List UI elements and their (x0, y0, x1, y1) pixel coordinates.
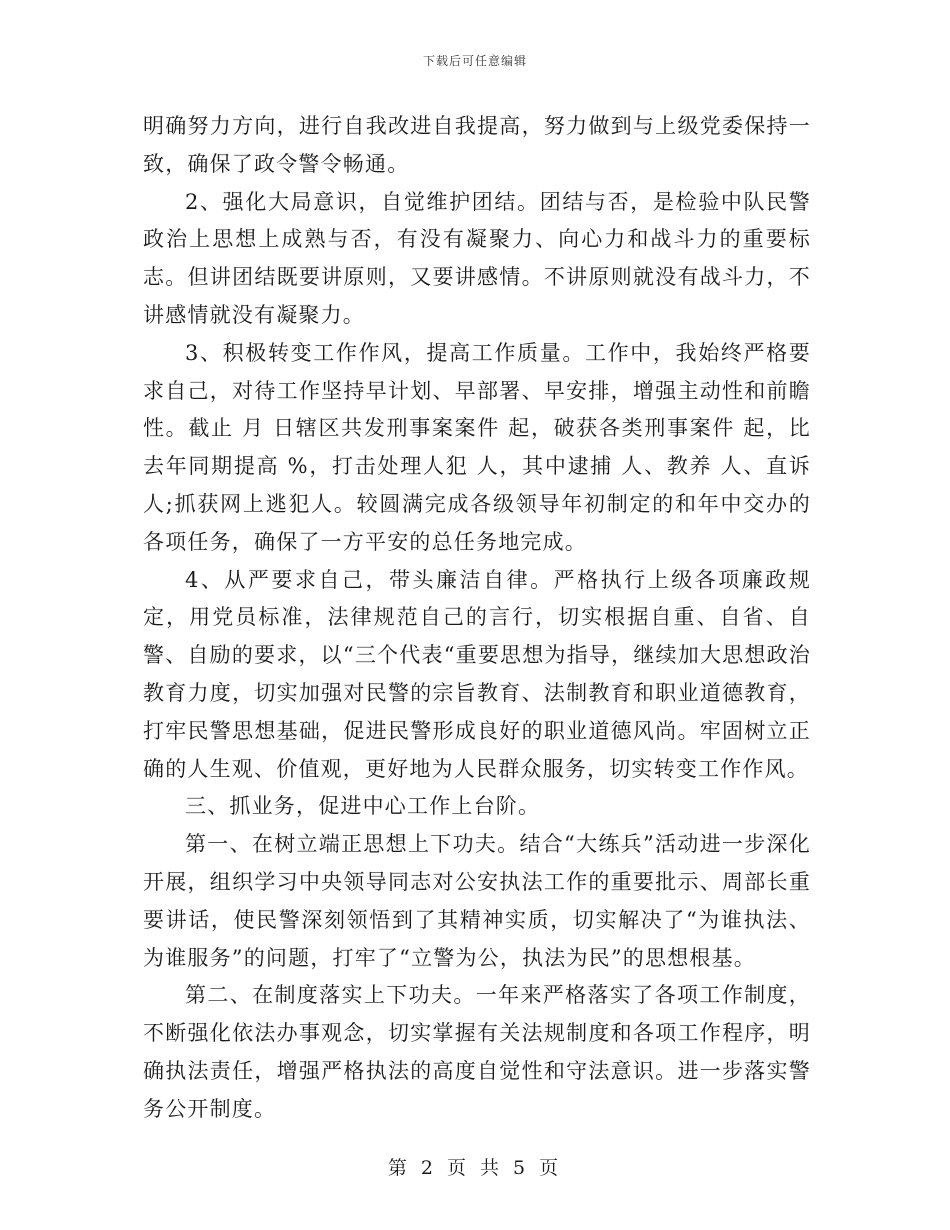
section-heading-business: 三、抓业务，促进中心工作上台阶。 (185, 794, 541, 819)
paragraph-first: 第一、在树立端正思想上下功夫。结合“大练兵”活动进一步深化开展，组织学习中央领导同志对公安执法工作的重要批示、周部长重要讲话，使民警深刻领悟到了其精神实质，切实解决了“为谁执法、为谁服务”的问题，打牢了“立警为公，执法为民”的思想根基。 (143, 832, 811, 970)
document-body (143, 108, 811, 1129)
paragraph-unity: 2、强化大局意识，自觉维护团结。团结与否，是检验中队民警政治上思想上成熟与否，有没有凝聚力、向心力和战斗力的重要标志。但讲团结既要讲原则，又要讲感情。不讲原则就没有战斗力，不讲感情就没有凝聚力。 (143, 189, 811, 327)
paragraph-continuation: 明确努力方向，进行自我改进自我提高，努力做到与上级党委保持一致，确保了政令警令畅通。 (143, 114, 811, 176)
page-footer: 第 2 页 共 5 页 (387, 1157, 563, 1179)
page-header: 下载后可任意编辑 (422, 54, 527, 68)
paragraph-second: 第二、在制度落实上下功夫。一年来严格落实了各项工作制度，不断强化依法办事观念，切实掌握有关法规制度和各项工作程序，明确执法责任，增强严格执法的高度自觉性和守法意识。进一步落实警务公开制度。 (143, 983, 811, 1121)
paragraph-work-style: 3、积极转变工作作风，提高工作质量。工作中，我始终严格要求自己，对待工作坚持早计划、早部署、早安排，增强主动性和前瞻性。截止 月 日辖区共发刑事案案件 起，破获各类刑事案件 起，比去年同期提高 %，打击处理人犯 人，其中逮捕 人、教养 人、直诉 人;抓获网上逃犯人。较圆满完成各级领导年初制定的和年中交办的各项任务，确保了一方平安的总任务地完成。 (143, 340, 811, 554)
paragraph-self-discipline: 4、从严要求自己，带头廉洁自律。严格执行上级各项廉政规定，用党员标准，法律规范自己的言行，切实根据自重、自省、自警、自励的要求，以“三个代表“重要思想为指导，继续加大思想政治教育力度，切实加强对民警的宗旨教育、法制教育和职业道德教育，打牢民警思想基础，促进民警形成良好的职业道德风尚。牢固树立正确的人生观、价值观，更好地为人民群众服务，切实转变工作作风。 (143, 567, 811, 781)
